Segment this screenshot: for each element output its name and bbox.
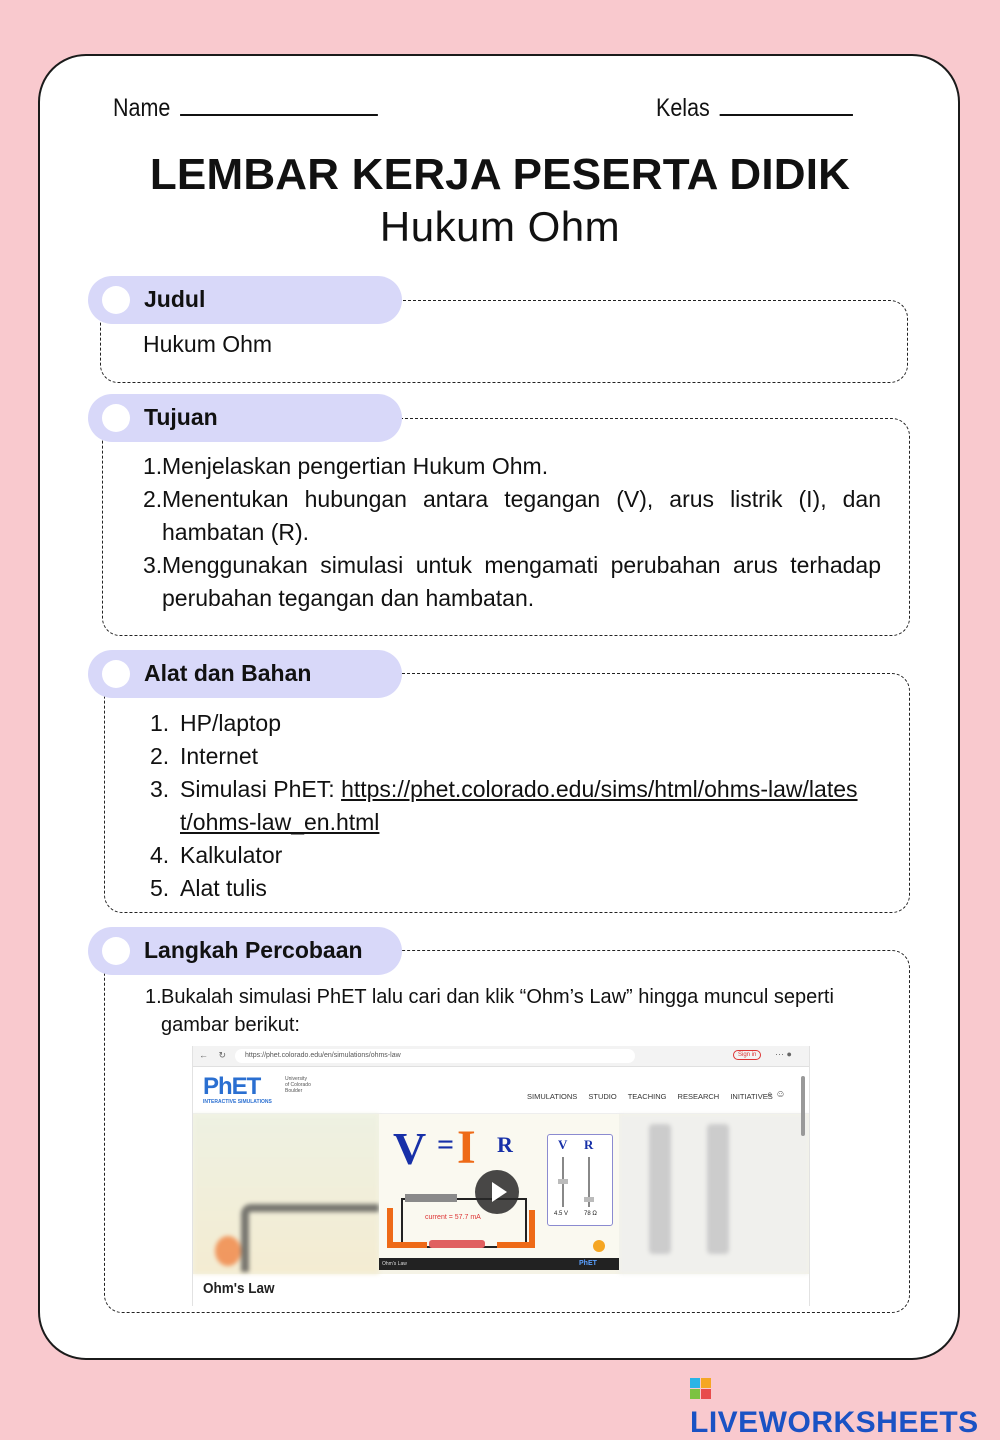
formula-v: V: [393, 1123, 427, 1174]
alat-header: [88, 650, 402, 698]
search-icon: ⌕ ☺: [767, 1089, 786, 1100]
nav-studio: STUDIO: [588, 1092, 617, 1101]
nav-initiatives: INITIATIVES: [730, 1092, 773, 1101]
address-bar: https://phet.colorado.edu/en/simulations/ohms-law: [235, 1049, 635, 1063]
voltage-value: 4.5 V: [554, 1211, 569, 1217]
liveworksheets-logo: [690, 1372, 1000, 1440]
cu-logo: University of Colorado Boulder: [285, 1076, 311, 1094]
bullet-dot: [102, 286, 130, 314]
alat-list: [150, 707, 870, 905]
formula-i: I: [457, 1121, 476, 1174]
liveworksheets-icon: [690, 1378, 712, 1400]
scrollbar: [801, 1076, 805, 1136]
list-item: 1. Bukalah simulasi PhET lalu cari dan klik “Ohm’s Law” hingga muncul seperti gambar berikut:: [145, 986, 834, 1036]
page-subtitle: Hukum Ohm: [379, 203, 621, 250]
list-item: 1. HP/laptop: [150, 710, 282, 736]
resistor: [429, 1240, 485, 1248]
name-field: [113, 92, 378, 123]
class-input-line[interactable]: [719, 92, 852, 116]
langkah-header: [88, 927, 402, 975]
judul-text: Hukum Ohm: [143, 331, 273, 357]
alat-list-wrap: [150, 707, 870, 905]
slider-panel: V R 4.5 V 78 Ω: [547, 1134, 613, 1226]
page-title: LEMBAR KERJA PESERTA DIDIK: [149, 150, 851, 199]
browser-toolbar: [193, 1046, 809, 1067]
judul-label: Judul: [144, 286, 206, 312]
list-item: 3. Simulasi PhET: https://phet.colorado.edu/sims/html/ohms-law/latest/ohms-law_en.html: [150, 776, 858, 835]
play-icon: [475, 1170, 519, 1214]
video-thumbnail: [379, 1114, 619, 1270]
tujuan-label: Tujuan: [144, 404, 218, 430]
phet-navbar: [193, 1067, 809, 1114]
video-caption-bar: Ohm's Law PhET: [379, 1258, 619, 1270]
bullet-dot: [102, 660, 130, 688]
list-item: 1. Menjelaskan pengertian Hukum Ohm.: [143, 453, 549, 479]
list-item: 4. Kalkulator: [150, 842, 283, 868]
list-item: 2. Internet: [150, 743, 258, 769]
sign-in-button: Sign in: [733, 1050, 761, 1060]
bullet-dot: [102, 937, 130, 965]
langkah-step-1: [145, 983, 845, 1039]
blurred-background-right: [619, 1114, 809, 1274]
formula-r: R: [497, 1132, 513, 1157]
nav-teaching: TEACHING: [627, 1092, 667, 1101]
resistance-value: 78 Ω: [584, 1211, 597, 1217]
class-field: [656, 92, 853, 123]
formula-eq: =: [437, 1128, 455, 1161]
phet-link[interactable]: https://phet.colorado.edu/sims/html/ohms-law/latest/ohms-law_en.html: [180, 776, 858, 835]
langkah-label: Langkah Percobaan: [144, 937, 363, 963]
battery: [405, 1194, 457, 1202]
phet-logo: PhET: [203, 1073, 261, 1100]
class-label: Kelas: [656, 94, 710, 122]
replay-icon: [593, 1240, 605, 1252]
bullet-dot: [102, 404, 130, 432]
tujuan-list: [143, 450, 881, 615]
phet-nav-links: [527, 1092, 780, 1101]
tujuan-list-wrap: [143, 450, 881, 615]
list-item: 2. Menentukan hubungan antara tegangan (V), arus listrik (I), dan hambatan (R).: [143, 486, 881, 545]
alat-label: Alat dan Bahan: [144, 660, 312, 686]
brand-text: LIVEWORKSHEETS: [690, 1406, 979, 1439]
blurred-background-left: [193, 1114, 379, 1274]
simulation-title: Ohm's Law: [203, 1280, 275, 1297]
browser-nav-icons: ← ↻: [199, 1050, 231, 1060]
phet-hero: [193, 1114, 809, 1274]
nav-research: RESEARCH: [677, 1092, 720, 1101]
name-input-line[interactable]: [180, 92, 378, 116]
list-item: 5. Alat tulis: [150, 875, 267, 901]
phet-screenshot: [192, 1046, 810, 1306]
tujuan-header: [88, 394, 402, 442]
name-label: Name: [113, 94, 171, 122]
more-icon: ··· ●: [775, 1049, 792, 1059]
judul-header: [88, 276, 402, 324]
phet-logo-sub: INTERACTIVE SIMULATIONS: [203, 1099, 272, 1105]
list-item: 3. Menggunakan simulasi untuk mengamati perubahan arus terhadap perubahan tegangan dan hambatan.: [143, 552, 881, 611]
current-readout: current = 57.7 mA: [425, 1214, 481, 1221]
nav-simulations: SIMULATIONS: [527, 1092, 578, 1101]
